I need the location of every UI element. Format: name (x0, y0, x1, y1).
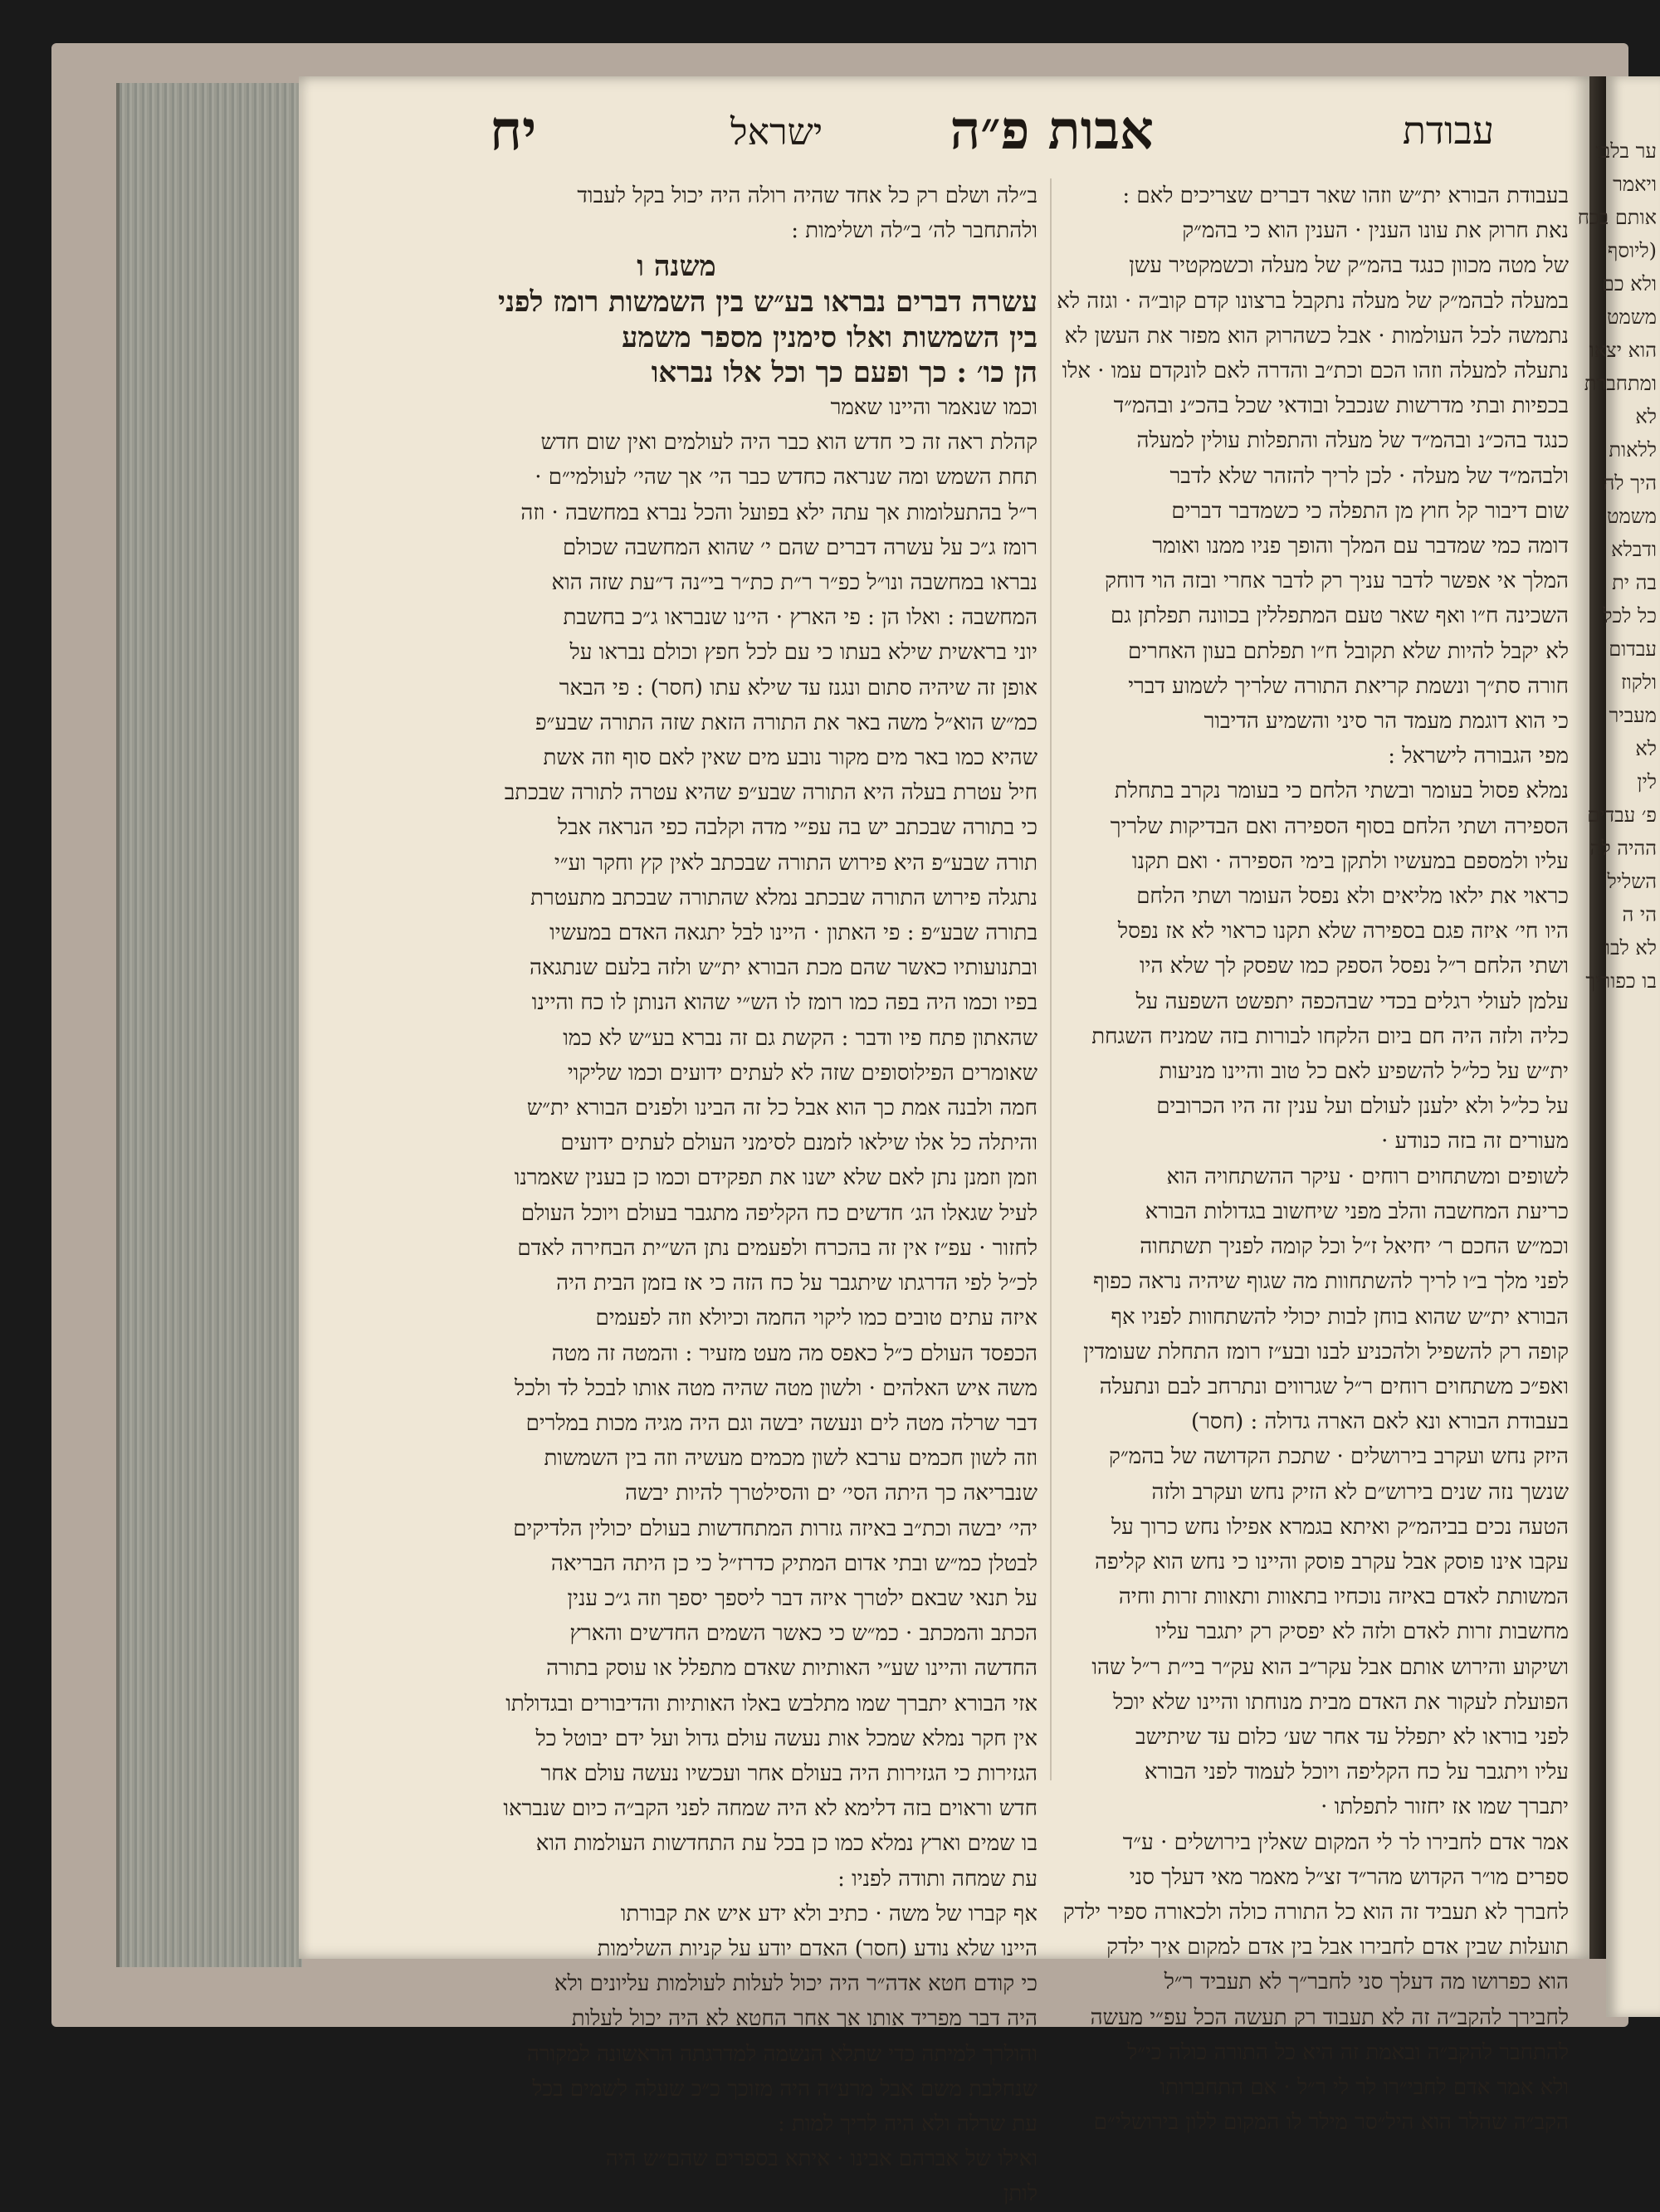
text-line: היינו שלא נודע (חסר) האדם יודע על קניות השלימות (597, 1936, 1038, 1961)
text-line: לותן (1003, 2181, 1038, 2207)
facing-page-line: מעביר (1609, 704, 1657, 727)
facing-page-line: עבדום (1609, 637, 1657, 661)
text-line: ית״ש על כל״ל להשפיע לאם כל טוב והיינו מניעות (1159, 1059, 1569, 1085)
facing-page-line: ולא כם (1601, 272, 1657, 295)
text-line: נמלא פסול בעומר ובשתי הלחם כי בעומר נקרב בתחלת (1114, 779, 1569, 804)
text-line: אף קברו של משה · כתיב ולא ידע איש את קבורתו (620, 1901, 1038, 1926)
text-line: שנשך נזה שנים בירוש״ם לא הזיק נחש ועקרב ולזה (1151, 1479, 1569, 1505)
text-line: הכפסד העולם כ״ל כאפס מה מעט מזעיר : והמטה זה מטה (551, 1340, 1038, 1366)
text-line: נתמשה לכל העולמות · אבל כשהרוק הוא מפזר את העשן לא (1064, 323, 1569, 349)
text-line: ואפ״כ משתחוים רוחים ר״ל שגרווים ונתרחב לבם ונתעלה (1099, 1374, 1569, 1399)
facing-page-edge (1577, 76, 1660, 2017)
text-line: בפיו וכמו היה בפה כמו רומז לו הש״י שהוא הנותן לו כח והיינו (531, 990, 1038, 1016)
text-line: חדש וראוים בזה דלימא לא היה שמחה לפני הקב״ה כיום שנבראו (503, 1796, 1038, 1822)
facing-page-line: לא (1635, 405, 1657, 428)
text-line: תורה שבע״פ היא פירוש התורה שבכתב לאין קץ וחקר וע״י (554, 850, 1038, 876)
text-line: וזמן וזמנן נתן לאם שלא ישנו את תפקידם וכמו כן בענין שאמרנו (514, 1165, 1038, 1191)
text-line: המחשבה : ואלו הן : פי הארץ · הי׳נו שנבראו ג״כ בחשבת (563, 605, 1038, 631)
text-line: מפי הגבורה לישראל : (1388, 744, 1569, 769)
text-line: המלך אי אפשר לדבר עניך רק לדבר אחרי ובזה הוי דוחק (1105, 569, 1569, 594)
text-line: תחת השמש ומה שנראה כחדש כבר הי׳ אך שהי׳ לעולמי״ם · (535, 465, 1038, 491)
left-column (465, 178, 1038, 2212)
facing-page-line: היך לה (1603, 471, 1657, 495)
text-line: כי הוא דוגמת מעמד הר סיני והשמיע הדיבור (1204, 709, 1569, 735)
text-line: לכ״ל לפי הדרגתו שיתגבר על כח הזה כי אז בזמן הבית היה (556, 1271, 1038, 1296)
text-line: בעבודת הבורא ונא לאם הארה גדולה : (חסר) (1191, 1409, 1569, 1435)
text-line: הוא כפרושו מה דעלך סני לחבר״ך לא תעביד ר״ל (1164, 1970, 1569, 1995)
text-line: חמה ולבנה אמת כך הוא אבל כל זה הבינו ולפנים הבורא ית״ש (526, 1096, 1038, 1121)
text-line: עת שמחה ותודה לפניו : (837, 1866, 1038, 1892)
text-line: כי בתורה שבכתב יש בה עפ״י מדה וקלבה כפי הנראה אבל (558, 815, 1038, 841)
facing-page-line: ויאמר (1613, 173, 1657, 196)
text-line: קופה רק להשפיל ולהכניע לבנו ובע״ז רומז התחלת שעומדין (1083, 1339, 1569, 1365)
text-line: יוני בראשית שילא בעתו כי עם לכל חפץ וכולם נבראו על (569, 640, 1038, 666)
text-line: וזה לשון חכמים ערבא לשון מכמים מעשיה וזה בין השמשות (544, 1446, 1038, 1472)
text-line: היזק נחש ועקרב בירושלים · שתכת הקדושה של בהמ״ק (1108, 1444, 1569, 1470)
text-line: על כל״ל ולא ילענן לעולם ועל ענין זה היו הכרובים (1156, 1094, 1569, 1120)
text-line: דומה כמי שמדבר עם המלך והופך פניו ממנו ואומר (1152, 534, 1569, 559)
text-line: שאומרים הפילוסופים שזה לא לעתים ידועים וכמו שליקוי (567, 1060, 1038, 1086)
text-line: במעלה לבהמ״ק של מעלה נתקבל ברצונו קדם קוב״ה · וגזה לא (1057, 288, 1569, 314)
text-line: בתורה שבע״פ : פי האתון · היינו לבל יתגאה האדם במעשיו (549, 920, 1038, 946)
text-line: אופן זה שיהיה סתום ונגנז עד שילא עתו (חסר) : פי הבאר (559, 675, 1038, 701)
text-line: תועלות שבין אדם לחבירו אבל בין אדם למקום איך ילדק (1106, 1935, 1569, 1961)
text-line: היו חי׳ איזה פגם בספירה שלא תקנו כראוי לא אז נפסל (1117, 919, 1569, 945)
text-line: ולא אמר אדם לחבי״רו לר לי ר״ל · אם התחברותו (1160, 2074, 1569, 2100)
text-line: ולהתחבר לה׳ ב״לה ושלימות : (791, 218, 1038, 244)
text-line: שנבריאה כך היתה הסי׳ ים והסילטרך להיות יבשה (625, 1481, 1038, 1506)
text-line: של מטה מכוון כנגד בהמ״ק של מעלה וכשמקטיר עשן (1129, 253, 1569, 279)
text-line: עלמן לעולי רגלים בכדי שבהכפה יתפשט השפעה על (1135, 989, 1569, 1014)
facing-page-line: בו כפוריך (1585, 969, 1657, 993)
text-line: שהאתון פתח פיו ודבר : הקשת גם זה נברא בע״ש לא כמו (563, 1025, 1038, 1051)
text-line: נאת חרוק את עונו הענין · הענין הוא כי בהמ״ק (1182, 218, 1569, 244)
text-line: עקבו אינו פוסק אבל עקרב פוסק והיינו כי נחש הוא קליפה (1095, 1549, 1569, 1575)
text-line: שנחלבת משם אבל מרע״ה היה מזוכך כ״כ שעלה לשמים בכל (532, 2076, 1038, 2102)
facing-page-line: ודבלא (1611, 538, 1657, 561)
column-divider (1050, 178, 1052, 1780)
text-line: דבר שרלה מטה לים ונעשה יבשה וגם היה מגיה מכות במלרים (525, 1410, 1038, 1436)
text-line: הפועלת לעקור את האדם מבית מנוחתו והיינו שלא יוכל (1113, 1689, 1569, 1715)
text-line: לבטלן כמ״ש ובתי אדום המתיק כדרז״ל כי כן היתה הבריאה (550, 1550, 1038, 1576)
facing-page-line: בה ית (1612, 571, 1657, 594)
text-line: ושיקוע והירוש אותם אבל עקר״ב הוא עק״ר בי״ת ר״ל שהו (1091, 1654, 1569, 1680)
right-column (1057, 178, 1569, 2140)
text-line: לחבירך להקב״ה זה לא תעבוד רק תעשה הכל עפ״י מעשה (1090, 2004, 1569, 2030)
facing-page-line: הוא יצאו (1589, 339, 1657, 362)
text-line: וכמ״ש החכם ר׳ יחיאל ז״ל וכל קומה לפניך תשתחוה (1140, 1234, 1569, 1260)
text-line: וכמו שנאמר והיינו שאמר (830, 395, 1038, 421)
text-line: איזה עתים טובים כמו ליקוי החמה וכיולא וזה לפעמים (595, 1306, 1038, 1331)
facing-page-line: השליל (1607, 870, 1657, 893)
text-line: כי קודם חטא אדה״ר היה יכול לעלות לעולמות עליונים ולא (554, 1971, 1038, 1997)
facing-page-line: ההיה לה (1589, 837, 1657, 860)
text-line: ובתנועותיו כאשר שהם מכת הבורא ית״ש ולזה בלעם שנתגאה (530, 955, 1038, 981)
text-line: הספירה ושתי הלחם בסוף הספירה ואם הבדיקות שלריך (1110, 813, 1569, 839)
facing-page-line: ולקוז (1620, 671, 1657, 694)
text-line: הקב״ה שהלר הוא היל״סר מילר לו המקום ללון בירושלי״ם (1093, 2110, 1569, 2136)
text-line: לפני בוראו לא יתפלל עד אחר שע׳ כלום עד שיתישב (1135, 1724, 1569, 1750)
page-number: יח (490, 98, 537, 163)
text-line: ולבהמ״ד של מעלה · לכן לריך להזהר שלא לדבר (1169, 463, 1569, 489)
mishnah-line: בין השמשות ואלו סימנין מספר משמע (622, 320, 1038, 354)
text-line: עת שרלה ולא היה לריך למות : (778, 2111, 1038, 2136)
running-head-left: ישראל (730, 111, 823, 154)
mishnah-label: משנה ו (637, 250, 716, 284)
text-line: והולרך למיתה כדי שתלא הנשמה למדרגתה הראשונה למקורה (526, 2041, 1038, 2067)
text-line: כנגד בהכ״נ ובהמ״ד של מעלה והתפלות עולין למעלה (1136, 428, 1569, 454)
facing-page-line: ללאות (1609, 438, 1657, 461)
text-line: אזי הבורא יתברך שמו מתלבש באלו האותיות והדיבורים ובגדולתו (505, 1691, 1038, 1716)
text-line: כמ״ש הוא״ל משה באר את התורה הזאת שזה התורה שבע״פ (535, 710, 1038, 735)
text-line: משה איש האלהים · ולשון מטה שהיה מטה אותו לבכל לד ולכל (515, 1375, 1038, 1401)
page-edges (116, 83, 302, 1967)
text-line: חורה סת״ך ונשמת קריאת התורה שלריך לשמוע דברי (1128, 673, 1569, 699)
text-line: מעורים זה בזה כנודע · (1381, 1129, 1569, 1155)
facing-page-line: ומתחברת (1584, 372, 1657, 395)
text-line: ר״ל בהתעלומות אך עתה ילא בפועל והכל נברא במחשבה · וזה (520, 500, 1038, 525)
facing-page-line: הי ה (1622, 903, 1657, 926)
facing-page-line: לא (1635, 737, 1657, 760)
text-line: ב״לה ושלם רק כל אחד שהיה רולה היה יכול בקל לעבוד (577, 183, 1038, 208)
text-line: כליה ולזה היה חם ביום הלקחו לבורות בזה שמניח השגחת (1091, 1023, 1569, 1049)
text-line: ספרים מו״ר הקדוש מהר״ד זצ״ל מאמר מאי דעלך סני (1129, 1864, 1569, 1890)
text-line: שום דיבור קל חוץ מן התפלה כי כשמדבר דברים (1171, 498, 1569, 524)
text-line: כריעת המחשבה והלב מפני שיחשוב בגדולות הבורא (1145, 1199, 1569, 1224)
facing-page-line: לא לבו (1604, 936, 1657, 960)
text-line: בעבודת הבורא ית״ש וזהו שאר דברים שצריכים לאם : (1122, 183, 1569, 208)
mishnah-line: עשרה דברים נבראו בע״ש בין השמשות רומז לפני (498, 286, 1038, 320)
running-head-title: אבות פ״ה (950, 100, 1154, 162)
facing-page-line: (ליוסף (1607, 239, 1657, 262)
running-head (465, 98, 1569, 174)
text-line: הטעה נכים בביהמ״ק ואיתא בגמרא אפילו נחש כרוך על (1111, 1514, 1569, 1540)
facing-page-line: משמט (1607, 505, 1657, 528)
mishnah-line: הן כו׳ : כך ופעם כך וכל אלו נבראו (651, 355, 1038, 389)
text-line: על תנאי שבאם ילטרך איזה דבר ליספך יספך וזה ג״כ ענין (567, 1585, 1038, 1611)
text-line: שהיא כמו באר מים מקור נובע מים שאין לאם סוף וזה אשת (543, 745, 1038, 771)
text-line: נבראו במחשבה ונו״ל כפ״ר ר״ת כת״ר בי״נה ד״עת שזה הוא (551, 570, 1038, 596)
text-line: אין חקר נמלא שמכל אות נעשה עולם גדול ועל ידם יבוטל כל (535, 1726, 1038, 1751)
facing-page-line: פ׳ עבדים (1587, 803, 1657, 827)
text-line: לשופים ומשתחוים רוחים · עיקר ההשתחויה הוא (1166, 1164, 1569, 1189)
text-line: רומז ג״כ על עשרה דברים שהם י׳ שהוא המחשבה שכולם (562, 535, 1038, 560)
text-line: חיל עטרת בעלה היא התורה שבע״פ שהיא עטרה לתורה שבכתב (504, 780, 1038, 806)
text-line: לעיל שגאלו הג׳ חדשים כח הקליפה מתגבר בעולם ויוכל העולם (520, 1200, 1038, 1226)
text-line: עליו ולמספם במעשיו ולתקן בימי הספירה · ואם תקנו (1131, 848, 1569, 874)
text-line: הכתב והמכתב · כמ״ש כי כאשר השמים החדשים והארץ (569, 1621, 1038, 1647)
text-line: לחזור · עפ״ז אין זה בהכרח ולפעמים נתן הש״ית הבחירה לאדם (517, 1235, 1038, 1261)
text-line: אמר אדם לחבירו לר לי המקום שאלין בירושלים · ע״ד (1122, 1829, 1569, 1855)
text-line: כראוי את ילאו מליאים ולא נפסל העומר ושתי הלחם (1136, 884, 1569, 910)
text-line: נתעלה למעלה וזהו הכם וכת״ב והדרה לאם לונקדם עמו · אלו (1062, 359, 1569, 384)
text-line: בכפיות ובתי מדרשות שנכבל ובודאי שכל בהכ״נ ובהמ״ד (1113, 393, 1569, 419)
facing-page-line: לין (1637, 770, 1657, 793)
text-line: לא יקבל להיות שלא תקובל ח״ו תפלתם בעון האחרים (1128, 638, 1569, 664)
text-line: עליו ויתגבר על כח הקליפה ויוכל לעמוד לפני הבורא (1144, 1760, 1569, 1785)
text-line: הגזירות כי הגזירות היה בעולם אחר ועכשיו נעשה עולם אחר (540, 1760, 1038, 1786)
facing-page-line: כל לכל (1603, 604, 1657, 627)
text-line: היה דבר מפריד אותו אך אחר החטא לא היה יכול לעלות (571, 2006, 1038, 2032)
text-line: מחשבות זרות לאדם ולזה לא יפסיק רק יתגבר עליו (1155, 1619, 1569, 1645)
text-line: השכינה ח״ו ואף שאר טעם המתפללין בכוונה תפלתן גם (1111, 603, 1569, 629)
text-line: לחברך לא תעביד זה הוא כל התורה כולה ולכאורה ספיר ילדק (1062, 1899, 1569, 1925)
text-line: להתחבר להקב״ה ובאמת זה היא כל התורה כולה כי״ל (1127, 2039, 1569, 2065)
running-head-right: עבודת (1402, 108, 1494, 153)
text-line: יתברך שמו אז יחזור לתפלתו · (1321, 1795, 1569, 1820)
text-line: בו שמים וארץ נמלא כמו כן בכל עת התחדשות העולמות הוא (535, 1831, 1038, 1857)
text-line: לפני מלך ב״ו לריך להשתחוות מה שגוף שיהיה נראה כפוף (1093, 1269, 1569, 1295)
text-line: המשותת לאדם באיזה נוכחיו בתאוות ותאוות זרות וחיה (1118, 1585, 1569, 1610)
facing-page-line: משמט (1607, 305, 1657, 329)
text-line: ושתי הלחם ר״ל נפסל הספק כמו שפסק לך שלא היו (1139, 954, 1569, 979)
facing-page-line: ער בלבו (1595, 139, 1657, 163)
text-line: יהי׳ יבשה וכת״ב באיזה גזרות המתחדשות בעולם יכולין הלדיקים (513, 1516, 1038, 1541)
text-line: ואילו של אברהם אבינו · איתא בספרים שהם״ש היה (605, 2146, 1038, 2172)
text-line: קהלת ראה זה כי חדש הוא כבר היה לעולמים ואין שום חדש (540, 430, 1038, 456)
text-line: נתגלה פירוש התורה שבכתב נמלא שהתורה שבכתב מתעטרת (530, 885, 1038, 911)
text-line: והיתלה כל אלו שילאו לזמנם לסימני העולם לעתים ידועים (560, 1130, 1038, 1156)
text-line: החדשה והיינו שע״י האותיות שאדם מתפלל או עוסק בתורה (546, 1656, 1038, 1682)
text-line: הבורא ית״ש שהוא בוחן לבות יכולי להשתחוות לפניו אף (1111, 1304, 1569, 1330)
facing-page-line: אותם בכח (1577, 206, 1657, 229)
